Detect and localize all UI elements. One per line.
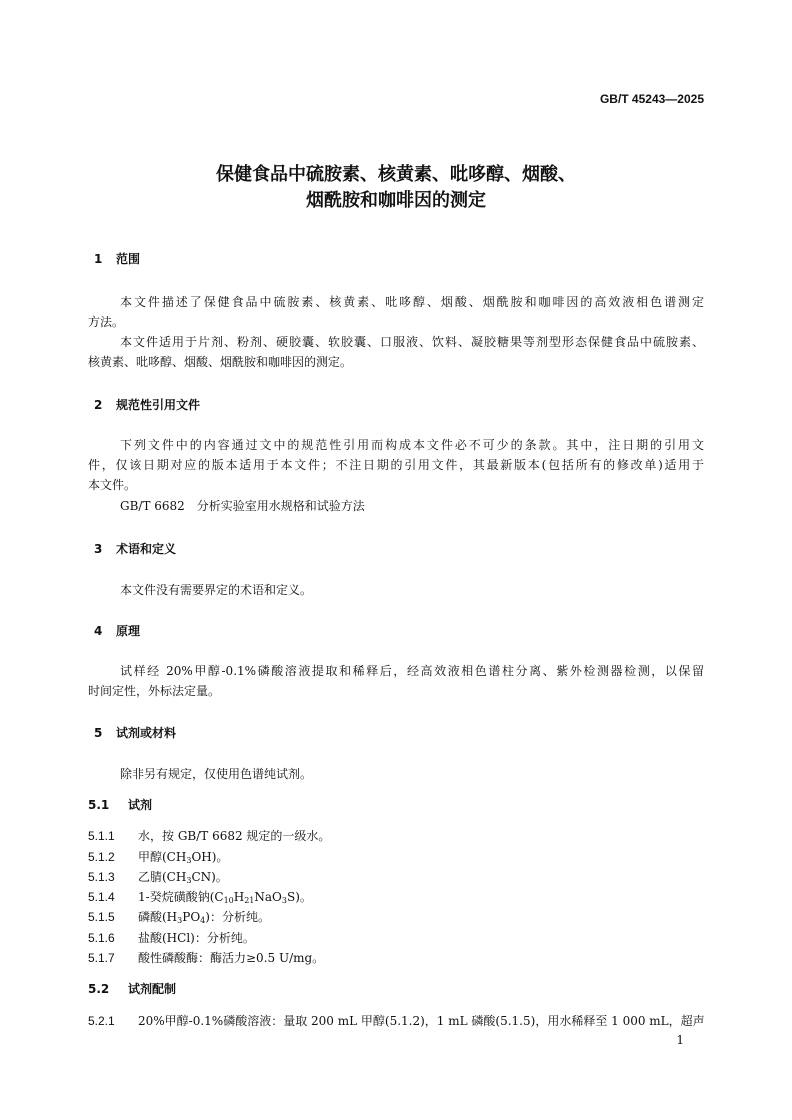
section-1-paragraph-1-line-2: 方法。 [88,315,125,329]
item-text: OH)。 [191,850,229,864]
item-number: 5.1.5 [88,910,115,924]
section-1-paragraph-1-line-1: 本文件描述了保健食品中硫胺素、核黄素、吡哆醇、烟酸、烟酰胺和咖啡因的高效液相色谱测定 [120,295,704,309]
page-number: 1 [676,1033,684,1047]
subscript: 4 [200,916,206,925]
item-number: 5.2.1 [88,1014,115,1028]
subsection-title: 试剂配制 [128,982,177,996]
section-number: 4 [94,624,103,638]
subsection-5-2-heading [88,980,176,997]
list-item [88,1012,705,1029]
item-text: 20%甲醇-0.1%磷酸溶液：量取 200 mL 甲醇(5.1.2)，1 mL 磷酸(5.1.5)，用水稀释至 1 000 mL，超声 [138,1014,705,1028]
subsection-title: 试剂 [128,798,153,812]
list-item [88,848,228,865]
subscript: 3 [186,856,192,865]
item-text: 1-癸烷磺酸钠(C [138,890,224,904]
item-number: 5.1.6 [88,931,115,945]
item-number: 5.1.1 [88,829,115,843]
section-title: 术语和定义 [116,542,177,556]
item-text: H [233,890,245,904]
section-number: 5 [94,726,103,740]
item-text: 乙腈(CH [138,870,187,884]
section-title: 原理 [116,624,141,638]
section-title: 范围 [116,252,141,266]
item-text: 酸性磷酸酶：酶活力≥0.5 U/mg。 [138,951,325,965]
list-item [88,827,330,844]
subsection-number: 5.1 [88,798,110,812]
section-1-paragraph-2-line-1: 本文件适用于片剂、粉剂、硬胶囊、软胶囊、口服液、饮料、凝胶糖果等剂型形态保健食品中硫胺素、 [120,335,704,349]
section-3-heading [94,540,176,557]
item-text: 水，按 GB/T 6682 规定的一级水。 [138,829,331,843]
section-4-heading [94,622,140,639]
item-text: 盐酸(HCl)：分析纯。 [138,931,255,945]
subscript: 21 [244,896,255,905]
item-text: NaO [254,890,282,904]
section-number: 1 [94,252,103,266]
section-1-heading [94,250,140,267]
subscript: 3 [177,916,183,925]
section-1-paragraph-2-line-2: 核黄素、吡哆醇、烟酸、烟酰胺和咖啡因的测定。 [88,355,353,369]
standard-code: GB/T 45243—2025 [599,92,704,106]
document-title-line-2: 烟酰胺和咖啡因的测定 [306,190,486,211]
list-item [88,949,324,966]
item-number: 5.1.4 [88,890,115,904]
section-number: 3 [94,542,103,556]
item-number: 5.1.7 [88,951,115,965]
section-2-paragraph-line-2: 件，仅该日期对应的版本适用于本文件；不注日期的引用文件，其最新版本(包括所有的修改单)适用于 [88,458,704,472]
subscript: 3 [186,876,192,885]
section-number: 2 [94,398,103,412]
section-2-paragraph-line-3: 本文件。 [88,478,137,492]
section-title: 试剂或材料 [116,726,177,740]
item-text: 甲醇(CH [138,850,187,864]
section-4-paragraph-line-1: 试样经 20%甲醇-0.1%磷酸溶液提取和稀释后，经高效液相色谱柱分离、紫外检测器检测，以保留 [120,664,704,678]
section-3-paragraph: 本文件没有需要界定的术语和定义。 [120,583,313,597]
item-text: 磷酸(H [138,910,178,924]
list-item [88,929,255,946]
item-text: PO [182,910,201,924]
list-item [88,868,228,885]
section-4-paragraph-line-2: 时间定性，外标法定量。 [88,684,221,698]
item-text: CN)。 [191,870,228,884]
subscript: 3 [281,896,287,905]
item-text: )：分析纯。 [205,910,270,924]
item-text: S)。 [287,890,312,904]
section-5-paragraph: 除非另有规定，仅使用色谱纯试剂。 [120,767,313,781]
list-item [88,888,312,905]
subscript: 10 [223,896,234,905]
document-title-line-1: 保健食品中硫胺素、核黄素、吡哆醇、烟酸、 [216,164,576,185]
section-5-heading [94,724,176,741]
section-2-paragraph-line-1: 下列文件中的内容通过文中的规范性引用而构成本文件必不可少的条款。其中，注日期的引用文 [120,438,704,452]
subsection-number: 5.2 [88,982,110,996]
item-number: 5.1.2 [88,850,115,864]
item-number: 5.1.3 [88,870,115,884]
list-item [88,908,270,925]
section-2-heading [94,396,200,413]
normative-reference: GB/T 6682 分析实验室用水规格和试验方法 [120,499,365,513]
subsection-5-1-heading [88,796,152,813]
section-title: 规范性引用文件 [116,398,201,412]
